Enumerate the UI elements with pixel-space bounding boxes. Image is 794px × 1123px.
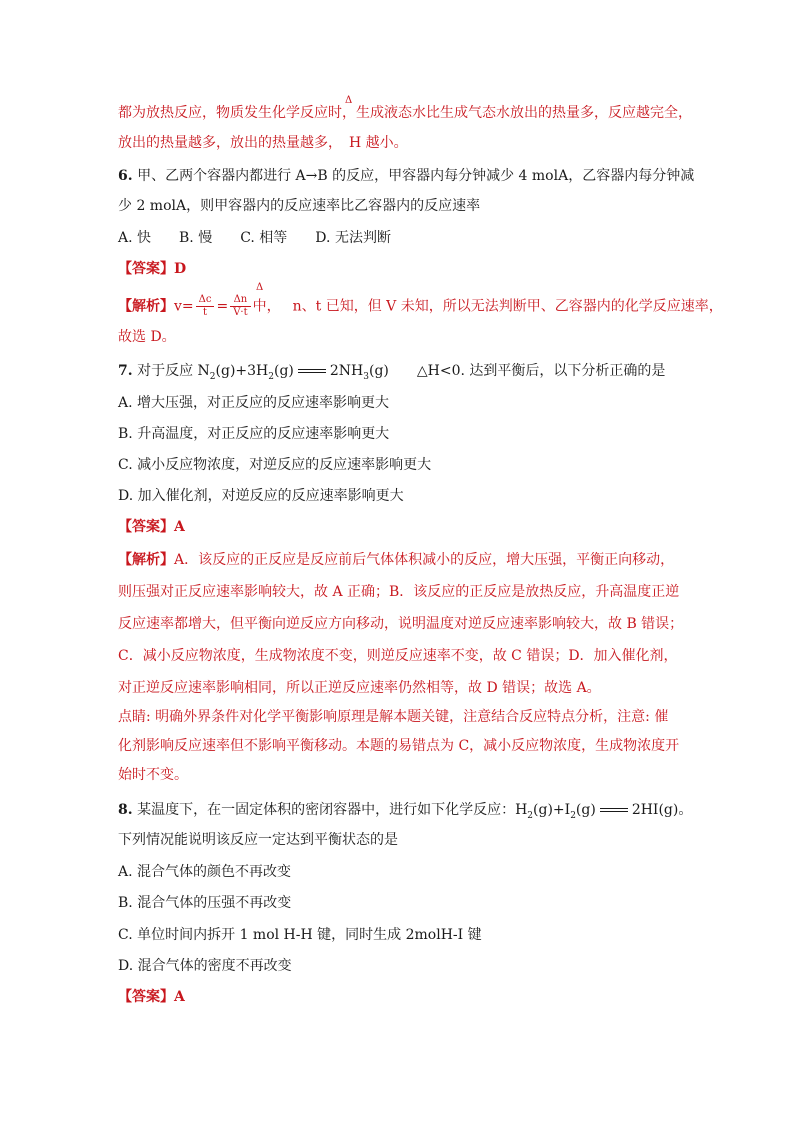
question-8-answer: 【答案】A bbox=[118, 989, 185, 1005]
equilibrium-arrow-icon bbox=[298, 367, 326, 375]
question-8-option-a: A. 混合气体的颜色不再改变 bbox=[118, 864, 292, 880]
question-6-stem-cont: 少 2 molA，则甲容器内的反应速率比乙容器内的反应速率 bbox=[118, 198, 481, 214]
equilibrium-arrow-icon bbox=[600, 806, 628, 814]
delta-symbol: Δ bbox=[345, 95, 353, 106]
question-7-analysis-2: 则压强对正反应速率影响较大，故 A 正确；B．该反应的正反应是放热反应，升高温度正逆 bbox=[118, 584, 680, 600]
question-8-option-d: D. 混合气体的密度不再改变 bbox=[118, 958, 292, 974]
question-7-option-a: A. 增大压强，对正反应的反应速率影响更大 bbox=[118, 395, 390, 411]
explanation-line-2: 放出的热量越多，放出的热量越多， H 越小。 bbox=[118, 135, 408, 151]
question-7-tip-2: 化剂影响反应速率但不影响平衡移动。本题的易错点为 C，减小反应物浓度，生成物浓度开 bbox=[118, 738, 680, 754]
question-7-tip-3: 始时不变。 bbox=[118, 767, 188, 783]
fraction-dn-vt: $\frac{\Delta n}{V\cdot t}$ bbox=[230, 294, 250, 319]
question-8-option-c: C. 单位时间内拆开 1 mol H-H 键，同时生成 2molH-I 键 bbox=[118, 927, 482, 943]
question-7-option-c: C. 减小反应物浓度，对逆反应的反应速率影响更大 bbox=[118, 457, 432, 473]
question-6-answer: 【答案】D bbox=[118, 261, 187, 277]
question-6-analysis-cont: 故选 D。 bbox=[118, 329, 176, 345]
question-6-options: A. 快 B. 慢 C. 相等 D. 无法判断 bbox=[118, 230, 391, 246]
question-8-stem: 8. 某温度下，在一固定体积的密闭容器中，进行如下化学反应：$H_2(g)+I_2(g)$ 2HI(g)。 bbox=[118, 802, 693, 821]
explanation-line-1: 都为放热反应，物质发生化学反应时，生成液态水比生成气态水放出的热量多，反应越完全， bbox=[118, 105, 692, 121]
question-7-stem: 7. 对于反应 $N_2(g)+3H_2(g)$ $2NH_3(g)$ △H<0. 达到平衡后，以下分析正确的是 bbox=[118, 363, 666, 382]
question-7-option-b: B. 升高温度，对正反应的反应速率影响更大 bbox=[118, 426, 390, 442]
fraction-dc-t: $\frac{\Delta c}{t}$ bbox=[196, 294, 215, 319]
question-8-option-b: B. 混合气体的压强不再改变 bbox=[118, 895, 292, 911]
delta-symbol: Δ bbox=[256, 282, 264, 293]
question-6-stem: 6. 甲、乙两个容器内都进行 A→B 的反应，甲容器内每分钟减少 4 molA，乙容器内每分钟减 bbox=[118, 168, 695, 184]
question-6-analysis: 【解析】v= $\frac{\Delta c}{t}$ = $\frac{\Delta n}{V\cdot t}$ 中， n、t 已知，但 V 未知，所以无法判断甲、乙容器内的化学反应速率， bbox=[118, 294, 723, 318]
question-7-analysis-4: C．减小反应物浓度，生成物浓度不变，则逆反应速率不变，故 C 错误；D．加入催化剂， bbox=[118, 648, 678, 664]
question-7-option-d: D. 加入催化剂，对逆反应的反应速率影响更大 bbox=[118, 488, 404, 504]
question-7-analysis-3: 反应速率都增大，但平衡向逆反应方向移动，说明温度对逆反应速率影响较大，故 B 错误； bbox=[118, 616, 684, 632]
question-7-tip-1: 点睛: 明确外界条件对化学平衡影响原理是解本题关键，注意结合反应特点分析，注意: 催 bbox=[118, 709, 669, 725]
question-7-analysis-5: 对正逆反应速率影响相同，所以正逆反应速率仍然相等，故 D 错误；故选 A。 bbox=[118, 680, 601, 696]
question-7-analysis-1: 【解析】A．该反应的正反应是反应前后气体体积减小的反应，增大压强，平衡正向移动， bbox=[118, 552, 675, 568]
question-7-answer: 【答案】A bbox=[118, 519, 185, 535]
question-8-stem-cont: 下列情况能说明该反应一定达到平衡状态的是 bbox=[118, 832, 398, 848]
